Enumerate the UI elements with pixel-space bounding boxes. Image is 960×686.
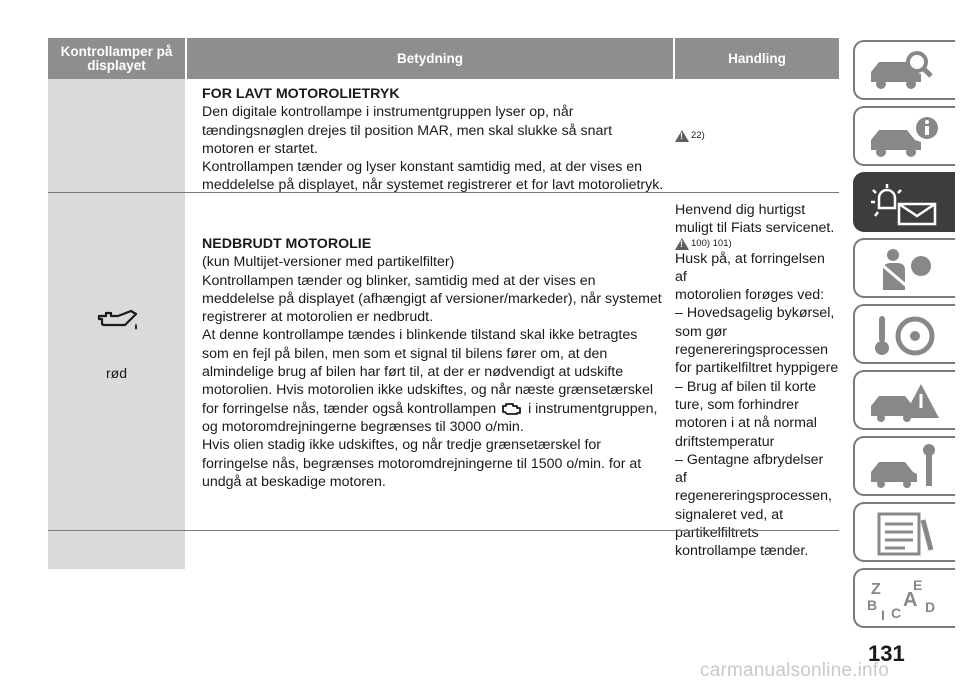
- technical-data-list-icon: [865, 510, 945, 556]
- table-bottom-rule: [48, 530, 839, 531]
- page-number: 131: [868, 641, 905, 666]
- seatbelt-airbag-icon: [865, 246, 945, 292]
- header-lamps: Kontrollamper på displayet: [48, 38, 187, 79]
- alphabetical-index-icon: [865, 576, 945, 622]
- row2-action-line: driftstemperatur: [675, 433, 775, 450]
- row-divider: [48, 192, 839, 193]
- tab-maintenance[interactable]: [853, 436, 955, 496]
- row2-line-with-icon: for forringelse nås, tænder også kontrollampen i instrumentgruppen,: [202, 400, 658, 417]
- row1-title: FOR LAVT MOTOROLIETRYK: [202, 86, 400, 102]
- row2-action-line: – Gentagne afbrydelser af: [675, 451, 824, 487]
- tab-warning-lamps[interactable]: [853, 172, 955, 232]
- row1-line: meddelelse på displayet, når systemet registrerer et for lavt motorolietryk.: [202, 177, 664, 194]
- row2-line: og motoromdrejningerne begrænses til 3000 o/min.: [202, 418, 524, 435]
- row1-meaning: [202, 85, 663, 195]
- row2-action-line: partikelfiltrets: [675, 525, 759, 542]
- row2-action-line: regenereringsprocessen: [675, 342, 829, 359]
- row2-title: NEDBRUDT MOTOROLIE: [202, 236, 372, 252]
- tab-technical-data[interactable]: [853, 502, 955, 562]
- row2-action-line: signaleret ved, at: [675, 506, 784, 523]
- car-wrench-icon: [865, 444, 945, 490]
- row2-line: registrerer at motorolien er nedbrudt.: [202, 309, 434, 326]
- car-warning-triangle-icon: [865, 378, 945, 424]
- row2-action-line: – Hovedsagelig bykørsel,: [675, 305, 835, 322]
- row2-action-line: for partikelfiltret hyppigere: [675, 360, 839, 377]
- engine-lamp-icon: [500, 401, 524, 416]
- row2-action-line: motoren i at nå normal: [675, 415, 817, 432]
- row2-line: Hvis olien stadig ikke udskiftes, og når tredje grænsetærskel for: [202, 437, 602, 454]
- tab-index[interactable]: [853, 568, 955, 628]
- row2-line: At denne kontrollampe tændes i blinkende tilstand skal ikke betragtes: [202, 327, 638, 344]
- header-meaning: Betydning: [187, 38, 675, 79]
- lamp-color-label: rød: [106, 365, 127, 381]
- warning-triangle-icon: [675, 130, 689, 142]
- row2-line: motorolien. Hvis motorolien ikke udskiftes, og når næste grænsetærskel: [202, 382, 654, 399]
- lamp-cell: [48, 79, 185, 569]
- tab-emergency[interactable]: [853, 370, 955, 430]
- key-steering-wheel-icon: [865, 312, 945, 358]
- row2-action-line: motorolien forøges ved:: [675, 287, 825, 304]
- row1-line: motoren er startet.: [202, 140, 318, 157]
- warning-lamp-message-icon: [865, 180, 945, 226]
- tab-starting-driving[interactable]: [853, 304, 955, 364]
- row2-line: almindelige brug af bilen har ført til, at der er nødvendigt at udskifte: [202, 364, 624, 381]
- row1-action: [675, 130, 705, 142]
- row2-action-line: kontrollampe tænder.: [675, 543, 809, 560]
- row2-action: [675, 201, 839, 561]
- row2-line: (kun Multijet-versioner med partikelfilter): [202, 254, 455, 271]
- watermark: carmanualsonline.info: [700, 660, 890, 681]
- header-action: Handling: [728, 50, 786, 66]
- car-info-icon: [865, 114, 945, 160]
- row2-action-line: ture, som forhindrer: [675, 396, 799, 413]
- tab-safety[interactable]: [853, 238, 955, 298]
- oil-pressure-lamp-icon: [96, 305, 140, 335]
- tab-car-search[interactable]: [853, 40, 955, 100]
- row2-line: som en fejl på bilen, men som et signal til bilens fører om, at den: [202, 345, 608, 362]
- svg-text:A: A: [903, 589, 918, 611]
- row1-line: Kontrollampen tænder og lyser konstant samtidig med, at der vises en: [202, 159, 643, 176]
- svg-text:B: B: [867, 597, 878, 613]
- warning-triangle-icon: [675, 238, 689, 250]
- svg-text:E: E: [913, 577, 923, 593]
- svg-text:Z: Z: [871, 581, 881, 598]
- row1-line: Den digitale kontrollampe i instrumentgruppen lyser op, når: [202, 104, 574, 121]
- svg-text:D: D: [925, 599, 936, 615]
- car-search-icon: [865, 48, 945, 94]
- row2-meaning: [202, 235, 662, 491]
- table-header: [48, 38, 839, 79]
- svg-text:C: C: [891, 605, 902, 621]
- row2-action-line: – Brug af bilen til korte: [675, 378, 817, 395]
- row2-action-line: regenereringsprocessen,: [675, 488, 832, 505]
- row2-line: forringelse nås, begrænses motoromdrejningerne til 1500 o/min. for at: [202, 455, 642, 472]
- row2-action-line: muligt til Fiats servicenet.: [675, 220, 835, 237]
- tab-car-info[interactable]: [853, 106, 955, 166]
- row2-action-line: som gør: [675, 323, 728, 340]
- row2-line: meddelelse på displayet (afhængigt af versioner/markeder), når systemet: [202, 290, 662, 307]
- warning-lamp-table: [48, 38, 839, 560]
- row2-note: ! 100) 101): [675, 238, 839, 250]
- row2-action-line: Husk på, at forringelsen af: [675, 250, 825, 285]
- row2-action-line: Henvend dig hurtigst: [675, 202, 806, 218]
- svg-text:I: I: [881, 607, 885, 622]
- row2-line: undgå at beskadige motoren.: [202, 473, 386, 490]
- row1-line: tændingsnøglen drejes til position MAR, men skal slukke så snart: [202, 122, 613, 139]
- row1-note: ! 22): [675, 130, 705, 142]
- row2-line: Kontrollampen tænder og blinker, samtidig med at der vises en: [202, 272, 596, 289]
